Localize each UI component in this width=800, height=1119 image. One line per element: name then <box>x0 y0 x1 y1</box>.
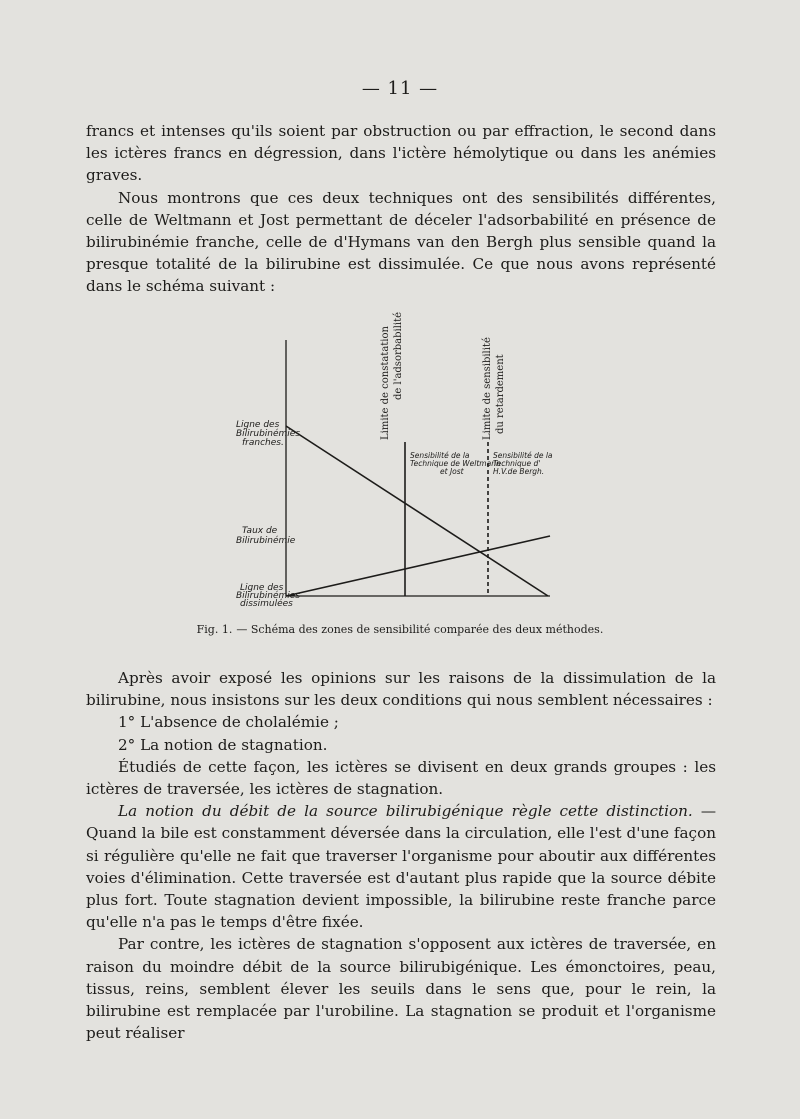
figure-number: Fig. 1. <box>196 623 233 636</box>
label-limite-sensibilite: Limite de sensibilité du retardement <box>482 337 506 440</box>
ligne-dissimulees-line <box>286 536 550 596</box>
list-item-stagnation: 2° La notion de stagnation. <box>118 735 328 754</box>
paragraph-debit-rest: — Quand la bile est constamment déversée dans la circulation, elle l'est d'une façon si régulière qu'elle ne fait que traverser l'organisme pour aboutir aux différentes voies d'élimination. Cette traversée est d'autant plus rapide que la source débite plus fort. Toute stagnation devient impossible, la bilirubine reste franche parce qu'elle n'a pas le temps d'être fixée. <box>86 802 717 932</box>
label-sensibilite-hymans: Sensibilité de la Technique d' H.V.de Bergh. <box>493 451 553 476</box>
label-ligne-franches: Ligne des Bilirubinémies franches. <box>236 420 301 448</box>
figure-caption <box>0 623 800 636</box>
label-ligne-dissimulees: Ligne des Bilirubinémies dissimulées <box>236 583 301 609</box>
paragraph-debit <box>86 800 716 933</box>
paragraph-conditions: Après avoir exposé les opinions sur les raisons de la dissimulation de la bilirubine, nous insistons sur les deux conditions qui nous semblent nécessaires : <box>86 669 716 710</box>
schema-diagram <box>200 270 580 620</box>
paragraph-continuation: francs et intenses qu'ils soient par obstruction ou par effraction, le second dans les ictères francs en dégression, dans l'ictère hémolytique ou dans les anémies graves. <box>86 122 716 185</box>
figure-schema <box>200 270 580 620</box>
text-block-bottom <box>86 667 716 1044</box>
figure-caption-text: — Schéma des zones de sensibilité comparée des deux méthodes. <box>236 623 604 636</box>
italic-lead: La notion du débit de la source bilirubigénique règle cette distinction. <box>118 802 693 821</box>
list-item-cholalemie: 1° L'absence de cholalémie ; <box>118 713 339 732</box>
paragraph-techniques: Nous montrons que ces deux techniques ont des sensibilités différentes, celle de Weltmann et Jost permettant de déceler l'adsorbabilité en présence de bilirubinémie franche, celle de d'Hymans van den Bergh plus sensible quand la presque totalité de la bilirubine est dissimulée. Ce que nous avons représenté dans le schéma suivant : <box>86 188 716 296</box>
label-sensibilite-weltmann: Sensibilité de la Technique de Weltmann et Jost <box>410 451 501 476</box>
label-limite-constatation: Limite de constatation de l'adsorbabilité <box>380 311 404 440</box>
page-number: — 11 — <box>361 78 439 99</box>
paragraph-groupes: Étudiés de cette façon, les ictères se divisent en deux grands groupes : les ictères de traversée, les ictères de stagnation. <box>86 757 716 799</box>
label-taux: Taux de Bilirubinémie <box>236 526 296 546</box>
paragraph-stagnation: Par contre, les ictères de stagnation s'opposent aux ictères de traversée, en raison du moindre débit de la source bilirubigénique. Les émonctoires, peau, tissus, reins, semblent élever les seuils dans le sens que, pour le rein, la bilirubine est remplacée par l'urobiline. La stagnation se produit et l'organisme peut réaliser <box>86 935 716 1043</box>
